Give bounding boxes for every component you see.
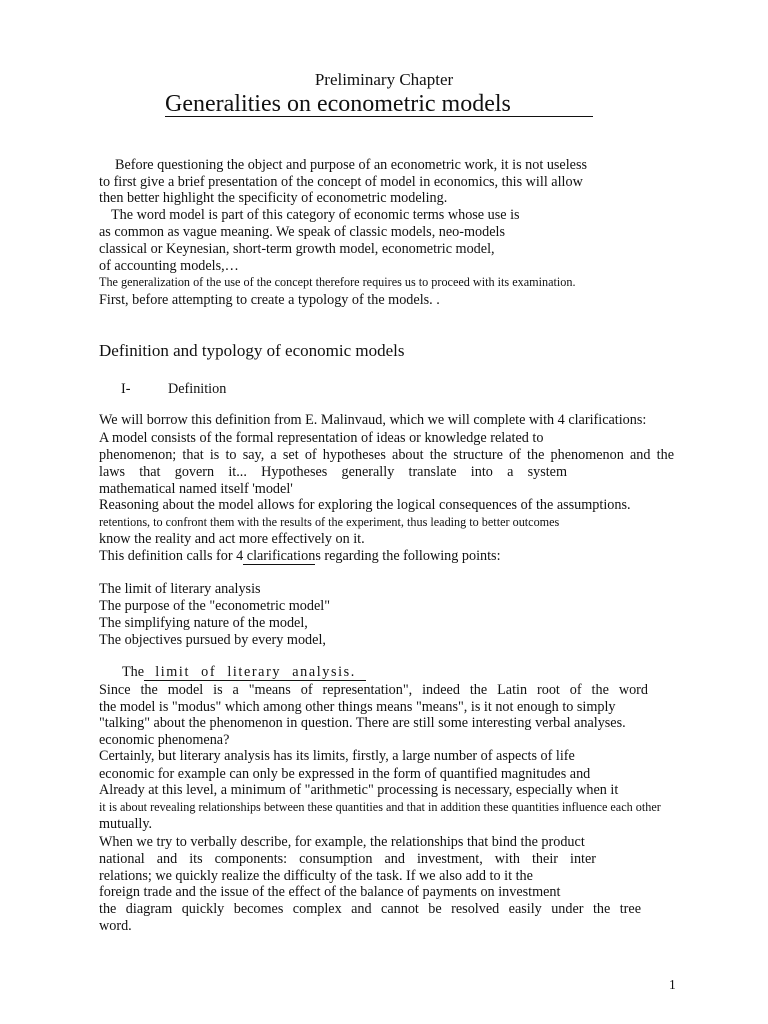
intro-line: First, before attempting to create a typology of the models. . bbox=[99, 292, 440, 308]
clarification-item: The limit of literary analysis bbox=[99, 581, 261, 597]
clarification-item: The objectives pursued by every model, bbox=[99, 632, 326, 648]
page-number: 1 bbox=[669, 977, 676, 992]
body-line: Already at this level, a minimum of "arithmetic" processing is necessary, especially when it bbox=[99, 782, 619, 798]
intro-line: The word model is part of this category of economic terms whose use is bbox=[111, 207, 520, 223]
body-line: foreign trade and the issue of the effect of the balance of payments on investment bbox=[99, 884, 561, 900]
body-line: it is about revealing relationships between these quantities and that in addition these quantities influence each other bbox=[99, 800, 661, 814]
definition-line: We will borrow this definition from E. Malinvaud, which we will complete with 4 clarifications: bbox=[99, 412, 647, 428]
section-heading: Definition and typology of economic models bbox=[99, 341, 405, 360]
body-line: word. bbox=[99, 918, 132, 934]
body-line: economic phenomena? bbox=[99, 732, 230, 748]
intro-line: as common as vague meaning. We speak of classic models, neo-models bbox=[99, 224, 505, 240]
intro-line: The generalization of the use of the concept therefore requires us to proceed with its examination. bbox=[99, 275, 576, 289]
clarification-item: The purpose of the "econometric model" bbox=[99, 598, 331, 614]
clarification-item: The simplifying nature of the model, bbox=[99, 615, 308, 631]
body-line: the model is "modus" which among other things means "means", is it not enough to simply bbox=[99, 699, 616, 715]
definition-line: Reasoning about the model allows for exploring the logical consequences of the assumptions. bbox=[99, 497, 631, 513]
chapter-label: Preliminary Chapter bbox=[314, 70, 454, 89]
intro-line: of accounting models,… bbox=[99, 258, 239, 274]
definition-line: retentions, to confront them with the results of the experiment, thus leading to better outcomes bbox=[99, 515, 560, 529]
definition-line: A model consists of the formal representation of ideas or knowledge related to bbox=[99, 430, 544, 446]
body-line: When we try to verbally describe, for example, the relationships that bind the product bbox=[99, 834, 585, 850]
subheading-lead: The bbox=[122, 664, 145, 680]
definition-line: This definition calls for 4 clarifications regarding the following points: bbox=[99, 548, 501, 564]
body-line: relations; we quickly realize the difficulty of the task. If we also add to it the bbox=[99, 868, 533, 884]
definition-heading: Definition bbox=[168, 381, 227, 397]
intro-line: then better highlight the specificity of econometric modeling. bbox=[99, 190, 448, 206]
chapter-title-text: Generalities on econometric models bbox=[165, 92, 593, 117]
intro-line: classical or Keynesian, short-term growth model, econometric model, bbox=[99, 241, 495, 257]
body-line: economic for example can only be expressed in the form of quantified magnitudes and bbox=[99, 766, 591, 782]
body-line: mutually. bbox=[99, 816, 153, 832]
definition-line: know the reality and act more effectively on it. bbox=[99, 531, 365, 547]
subheading-literary-analysis bbox=[122, 664, 366, 681]
body-line: "talking" about the phenomenon in question. There are still some interesting verbal analyses. bbox=[99, 715, 626, 731]
definition-line: mathematical named itself 'model' bbox=[99, 481, 293, 497]
body-line: the diagram quickly becomes complex and cannot be resolved easily under the tree bbox=[99, 901, 641, 917]
body-line: Since the model is a "means of representation", indeed the Latin root of the word bbox=[99, 682, 648, 698]
section-number: I- bbox=[121, 381, 131, 397]
chapter-title bbox=[165, 91, 593, 118]
intro-line: to first give a brief presentation of the concept of model in economics, this will allow bbox=[99, 174, 583, 190]
definition-line: laws that govern it... Hypotheses generally translate into a system bbox=[99, 464, 567, 480]
body-line: Certainly, but literary analysis has its limits, firstly, a large number of aspects of life bbox=[99, 748, 575, 764]
body-line: national and its components: consumption and investment, with their inter bbox=[99, 851, 596, 867]
subheading-underlined: limit of literary analysis. bbox=[144, 664, 366, 681]
intro-line: Before questioning the object and purpose of an econometric work, it is not useless bbox=[115, 157, 588, 173]
definition-line: phenomenon; that is to say, a set of hypotheses about the structure of the phenomenon and the bbox=[99, 447, 674, 463]
